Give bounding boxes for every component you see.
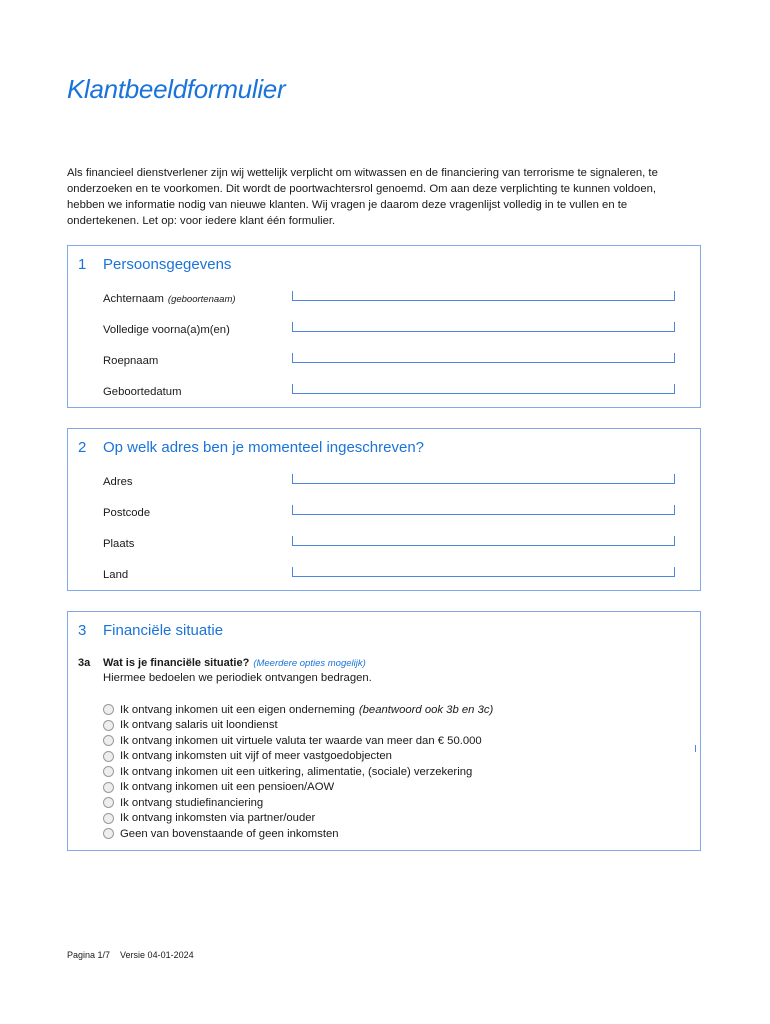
option-label: Ik ontvang inkomen uit virtuele valuta ter waarde van meer dan € 50.000 bbox=[120, 734, 482, 747]
option-label: Ik ontvang inkomsten uit vijf of meer vastgoedobjecten bbox=[120, 750, 392, 763]
field-label: Achternaam (geboortenaam) bbox=[103, 293, 236, 305]
radio-button[interactable] bbox=[103, 704, 114, 715]
field-achternaam bbox=[103, 291, 675, 311]
field-label: Adres bbox=[103, 476, 133, 488]
option-label: Ik ontvang inkomen uit een eigen onderneming bbox=[120, 703, 355, 716]
question-text: Wat is je financiële situatie? bbox=[103, 657, 250, 669]
option-label: Geen van bovenstaande of geen inkomsten bbox=[120, 827, 339, 840]
field-label: Plaats bbox=[103, 538, 135, 550]
option-studiefinanciering[interactable] bbox=[103, 795, 493, 811]
option-geen-inkomsten[interactable] bbox=[103, 826, 493, 842]
field-label: Volledige voorna(a)m(en) bbox=[103, 324, 230, 336]
field-roepnaam bbox=[103, 353, 675, 373]
option-label: Ik ontvang inkomen uit een pensioen/AOW bbox=[120, 781, 335, 794]
field-label: Land bbox=[103, 569, 129, 581]
option-partner-ouder[interactable] bbox=[103, 811, 493, 827]
plaats-input[interactable] bbox=[292, 536, 675, 546]
page-title: Klantbeeldformulier bbox=[67, 74, 286, 104]
option-eigen-onderneming[interactable] bbox=[103, 702, 493, 718]
option-pensioen[interactable] bbox=[103, 780, 493, 796]
section-2-heading bbox=[78, 439, 424, 456]
geboortedatum-input[interactable] bbox=[292, 384, 675, 394]
option-label: Ik ontvang studiefinanciering bbox=[120, 796, 264, 809]
option-label: Ik ontvang inkomsten via partner/ouder bbox=[120, 812, 316, 825]
option-loondienst[interactable] bbox=[103, 718, 493, 734]
voornamen-input[interactable] bbox=[292, 322, 675, 332]
option-hint: (beantwoord ook 3b en 3c) bbox=[358, 703, 494, 716]
option-virtuele-valuta[interactable] bbox=[103, 733, 493, 749]
option-label: Ik ontvang inkomen uit een uitkering, alimentatie, (sociale) verzekering bbox=[120, 765, 473, 778]
page-footer bbox=[67, 950, 204, 960]
question-hint: (Meerdere opties mogelijk) bbox=[253, 658, 366, 669]
section-title: Persoonsgegevens bbox=[103, 256, 232, 273]
land-input[interactable] bbox=[292, 567, 675, 577]
section-title: Financiële situatie bbox=[103, 622, 224, 639]
option-label: Ik ontvang salaris uit loondienst bbox=[120, 719, 278, 732]
field-label: Geboortedatum bbox=[103, 386, 182, 398]
radio-button[interactable] bbox=[103, 720, 114, 731]
section-number: 1 bbox=[78, 256, 87, 273]
question-3a bbox=[78, 657, 366, 669]
intro-text: Als financieel dienstverlener zijn wij wettelijk verplicht om witwassen en de financiering van terrorisme te signaleren, te onderzoeken en te voorkomen. Dit wordt de poortwachtersrol genoemd. Om aan deze verplichting te kunnen voldoen, hebben we informatie nodig van nieuwe klanten. Wij vragen je daarom deze vragenlijst volledig in te vullen en te ondertekenen. Let op: voor iedere klant één formulier. bbox=[67, 167, 658, 227]
field-plaats bbox=[103, 536, 675, 556]
radio-button[interactable] bbox=[103, 813, 114, 824]
option-vastgoed[interactable] bbox=[103, 749, 493, 765]
adres-input[interactable] bbox=[292, 474, 675, 484]
field-label: Roepnaam bbox=[103, 355, 159, 367]
roepnaam-input[interactable] bbox=[292, 353, 675, 363]
section-number: 3 bbox=[78, 622, 87, 639]
field-adres bbox=[103, 474, 675, 494]
page-number: Pagina 1/7 bbox=[67, 950, 111, 960]
field-hint: (geboortenaam) bbox=[167, 294, 236, 305]
field-label: Postcode bbox=[103, 507, 151, 519]
edge-marker bbox=[695, 745, 696, 752]
version-label: Versie 04-01-2024 bbox=[120, 950, 194, 960]
income-options bbox=[103, 702, 493, 842]
radio-button[interactable] bbox=[103, 751, 114, 762]
field-land bbox=[103, 567, 675, 587]
radio-button[interactable] bbox=[103, 766, 114, 777]
section-title: Op welk adres ben je momenteel ingeschreven? bbox=[103, 439, 425, 456]
field-postcode bbox=[103, 505, 675, 525]
radio-button[interactable] bbox=[103, 735, 114, 746]
section-3-heading bbox=[78, 622, 223, 639]
radio-button[interactable] bbox=[103, 782, 114, 793]
section-financial-situation bbox=[67, 611, 701, 851]
section-personal-details bbox=[67, 245, 701, 408]
field-geboortedatum bbox=[103, 384, 675, 404]
achternaam-input[interactable] bbox=[292, 291, 675, 301]
question-number: 3a bbox=[78, 657, 91, 669]
section-number: 2 bbox=[78, 439, 87, 456]
postcode-input[interactable] bbox=[292, 505, 675, 515]
radio-button[interactable] bbox=[103, 797, 114, 808]
option-uitkering[interactable] bbox=[103, 764, 493, 780]
radio-button[interactable] bbox=[103, 828, 114, 839]
question-subtext: Hiermee bedoelen we periodiek ontvangen bedragen. bbox=[103, 672, 372, 684]
section-1-heading bbox=[78, 256, 231, 273]
section-address bbox=[67, 428, 701, 591]
field-voornamen bbox=[103, 322, 675, 342]
